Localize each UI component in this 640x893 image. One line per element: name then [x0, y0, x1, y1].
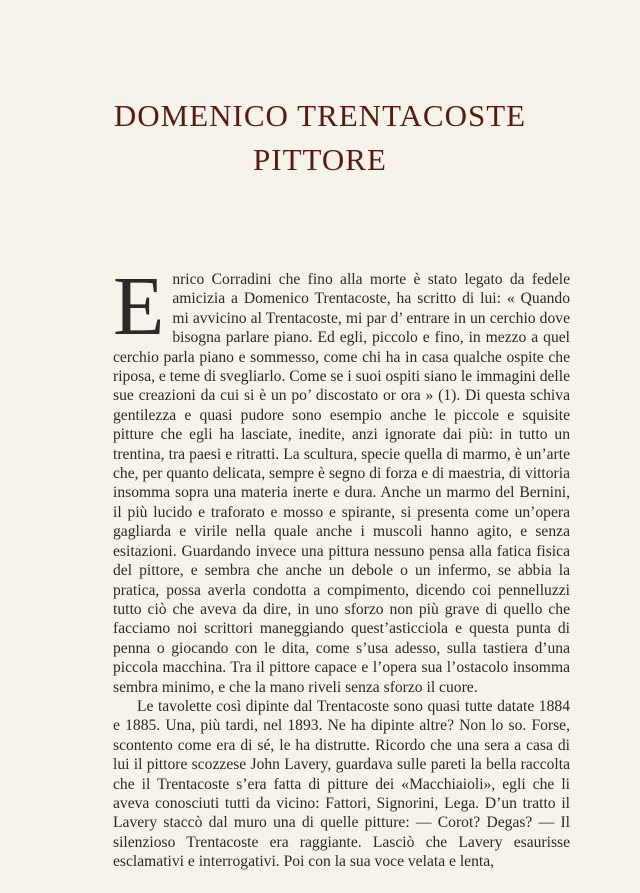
article-title — [0, 94, 640, 182]
article-body — [113, 260, 570, 872]
paragraph-1 — [113, 260, 570, 697]
paragraph-1-text: nrico Corradini che fino alla morte è stato legato da fedele amicizia a Domenico Trentacoste, ha scritto di lui: « Quando mi avvicino al Trentacoste, mi par d’ entrare in un cerchio dove bisogna parlare piano. Ed egli, piccolo e fino, in mezzo a quel cerchio parla piano e sommesso, come chi ha in casa qualche ospite che riposa, e teme di svegliarlo. Come se i suoi ospiti siano le immagini delle sue creazioni da cui si è un po’ discostato or ora » (1). Di questa schiva gentilezza e quasi pudore sono esempio anche le piccole e squisite pitture che egli ha lasciate, inedite, anzi ignorate dai più: in tutto un trentina, tra paesi e ritratti. La scultura, specie quella di marmo, è un’arte che, per quanto delicata, sempre è segno di forza e di maestria, di vittoria insomma sopra una materia inerte e dura. Anche un marmo del Bernini, il più lucido e traforato e mosso e spirante, si presenta come un’opera gagliarda e virile nella quale anche i muscoli hanno agito, e senza esitazioni. Guardando invece una pittura nessuno pensa alla fatica fisica del pittore, e sembra che anche un debole o un infermo, se abbia la pratica, possa averla condotta a compimento, dicendo coi pennelluzzi tutto ciò che aveva da dire, in uno sforzo non più grave di quello che facciamo noi scrittori maneggiando quest’asticciola e questa punta di penna o giocando con le dita, come s’usa adesso, sulla tastiera d’una piccola macchina. Tra il pittore capace e l’opera sua l’ostacolo insomma sembra minimo, e che la mano riveli senza sforzo il cuore. — [113, 271, 570, 696]
title-line-2: PITTORE — [253, 142, 387, 177]
title-line-1: DOMENICO TRENTACOSTE — [113, 98, 527, 133]
paragraph-2: Le tavolette così dipinte dal Trentacoste sono quasi tutte datate 1884 e 1885. Una, più tardi, nel 1893. Ne ha dipinte altre? Non lo so. Forse, scontento come era di sé, le ha distrutte. Ricordo che una sera a casa di lui il pittore scozzese John Lavery, guardava sulle pareti la bella raccolta che il Trentacoste s’era fatta di pitture dei «Macchiaioli», egli che li aveva conosciuti tutti da vicino: Fattori, Signorini, Lega. D’un tratto il Lavery staccò dal muro una di quelle pitture: — Corot? Degas? — Il silenzioso Trentacoste era raggiante. Lasciò che Lavery esaurisse esclamativi e interrogativi. Poi con la sua voce velata e lenta, — [113, 697, 570, 871]
drop-cap: E — [113, 260, 165, 353]
